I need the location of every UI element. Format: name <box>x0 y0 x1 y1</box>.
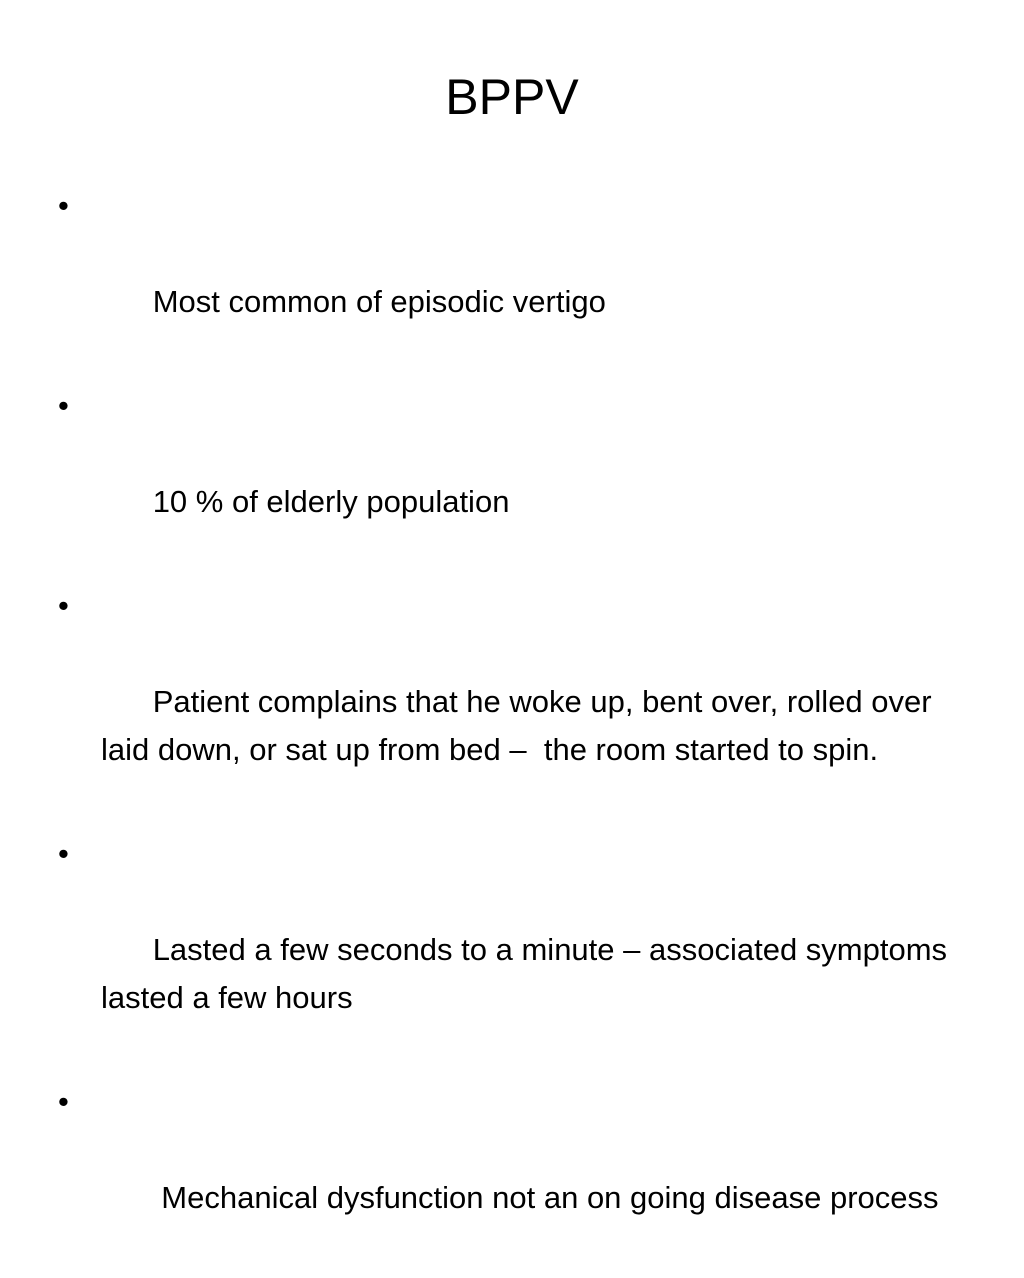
bullet-point-icon: • <box>58 1084 69 1119</box>
slide-title: BPPV <box>445 69 579 125</box>
bullet-item <box>56 1078 956 1270</box>
bullet-text: 10 % of elderly population <box>152 484 510 519</box>
bullet-item <box>56 182 956 374</box>
bullet-point-icon: • <box>58 836 69 871</box>
bullet-text: Most common of episodic vertigo <box>152 284 606 319</box>
bullet-text: Lasted a few seconds to a minute – associated symptoms lasted a few hours <box>101 932 956 1015</box>
bullet-text: Mechanical dysfunction not an on going disease process <box>152 1180 939 1215</box>
bullet-point-icon: • <box>58 588 69 623</box>
bullet-item <box>56 830 956 1070</box>
bullet-point-icon: • <box>58 388 69 423</box>
bullet-point-icon: • <box>58 188 69 223</box>
bullet-item <box>56 382 956 574</box>
bullet-list <box>56 182 956 1278</box>
bullet-item <box>56 582 956 822</box>
bullet-text: Patient complains that he woke up, bent over, rolled over laid down, or sat up from bed – the room started to spin. <box>101 684 941 767</box>
